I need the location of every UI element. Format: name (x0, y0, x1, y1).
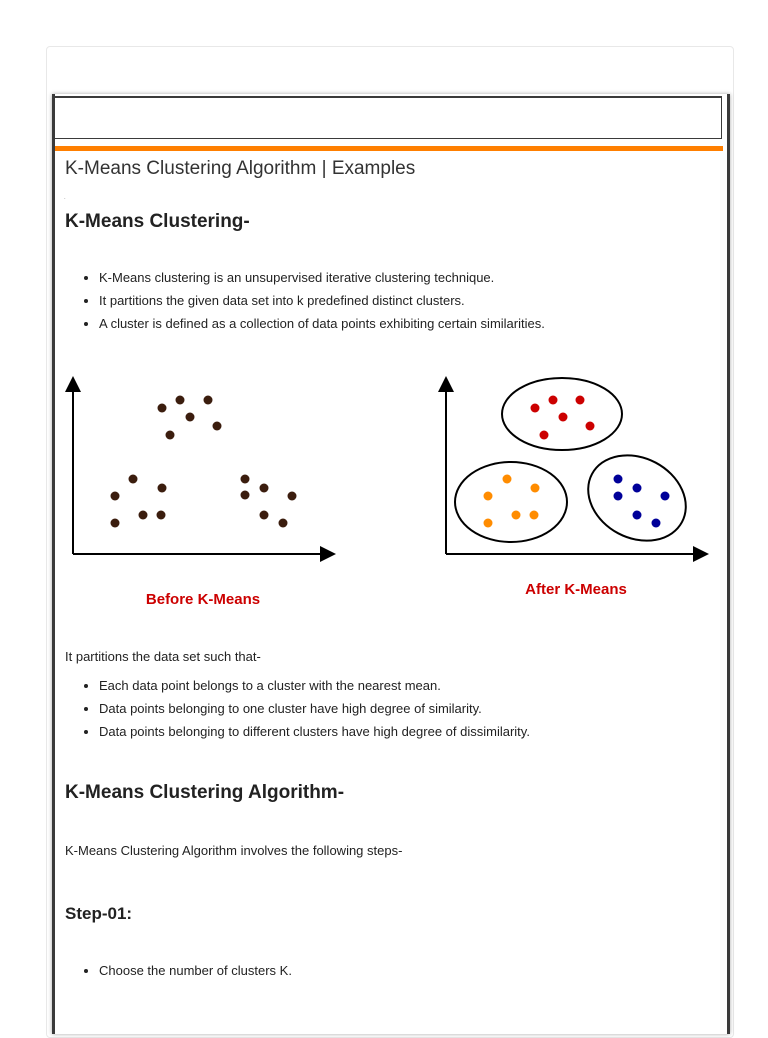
data-point (129, 475, 138, 484)
data-point-orange (531, 484, 540, 493)
definition-list (79, 269, 545, 338)
section-heading-algorithm: K-Means Clustering Algorithm- (65, 782, 345, 803)
section-heading-kmeans-clustering: K-Means Clustering- (65, 211, 250, 232)
data-point-red (586, 422, 595, 431)
before-points (111, 396, 297, 528)
data-point (158, 484, 167, 493)
small-mark: . (64, 195, 66, 201)
list-item: • Data points belonging to one cluster have high degree of similarity. (99, 700, 530, 723)
data-point (111, 492, 120, 501)
accent-bar (55, 146, 723, 151)
data-point (260, 511, 269, 520)
list-item: • Choose the number of clusters K. (99, 962, 292, 985)
data-point-orange (484, 492, 493, 501)
data-point-blue (633, 511, 642, 520)
data-point (166, 431, 175, 440)
list-item: • Data points belonging to different clusters have high degree of dissimilarity. (99, 723, 530, 746)
data-point (186, 413, 195, 422)
data-point (260, 484, 269, 493)
data-point-blue (652, 519, 661, 528)
cluster-outlines (455, 378, 701, 557)
data-point-blue (614, 492, 623, 501)
partition-list (79, 677, 530, 746)
cluster-outline-blue (573, 439, 701, 558)
data-point-red (576, 396, 585, 405)
data-point-red (559, 413, 568, 422)
list-item: • K-Means clustering is an unsupervised iterative clustering technique. (99, 269, 545, 292)
data-point (157, 511, 166, 520)
after-caption: After K-Means (525, 581, 627, 598)
step-01-list (79, 962, 292, 985)
data-point-red (549, 396, 558, 405)
data-point (288, 492, 297, 501)
data-point-blue (633, 484, 642, 493)
data-point-blue (661, 492, 670, 501)
list-item: • It partitions the given data set into k predefined distinct clusters. (99, 292, 545, 315)
page-title: K-Means Clustering Algorithm | Examples (65, 158, 416, 179)
data-point (279, 519, 288, 528)
data-point (241, 475, 250, 484)
list-item: • Each data point belongs to a cluster with the nearest mean. (99, 677, 530, 700)
data-point-red (531, 404, 540, 413)
data-point (176, 396, 185, 405)
data-point (139, 511, 148, 520)
data-point (213, 422, 222, 431)
data-point-blue (614, 475, 623, 484)
before-caption: Before K-Means (145, 591, 261, 608)
cluster-outline-orange (455, 462, 567, 542)
data-point-orange (503, 475, 512, 484)
header-box (54, 96, 722, 139)
algorithm-intro: K-Means Clustering Algorithm involves the following steps- (65, 843, 403, 858)
data-point-orange (484, 519, 493, 528)
before-axes (73, 380, 332, 554)
data-point (241, 491, 250, 500)
data-point-orange (530, 511, 539, 520)
data-point (158, 404, 167, 413)
data-point (204, 396, 213, 405)
kmeans-figure (60, 360, 720, 620)
data-point (111, 519, 120, 528)
data-point-red (540, 431, 549, 440)
step-01-heading: Step-01: (65, 904, 133, 923)
partition-intro: It partitions the data set such that- (65, 649, 261, 664)
data-point-orange (512, 511, 521, 520)
list-item: • A cluster is defined as a collection of data points exhibiting certain similarities. (99, 315, 545, 338)
